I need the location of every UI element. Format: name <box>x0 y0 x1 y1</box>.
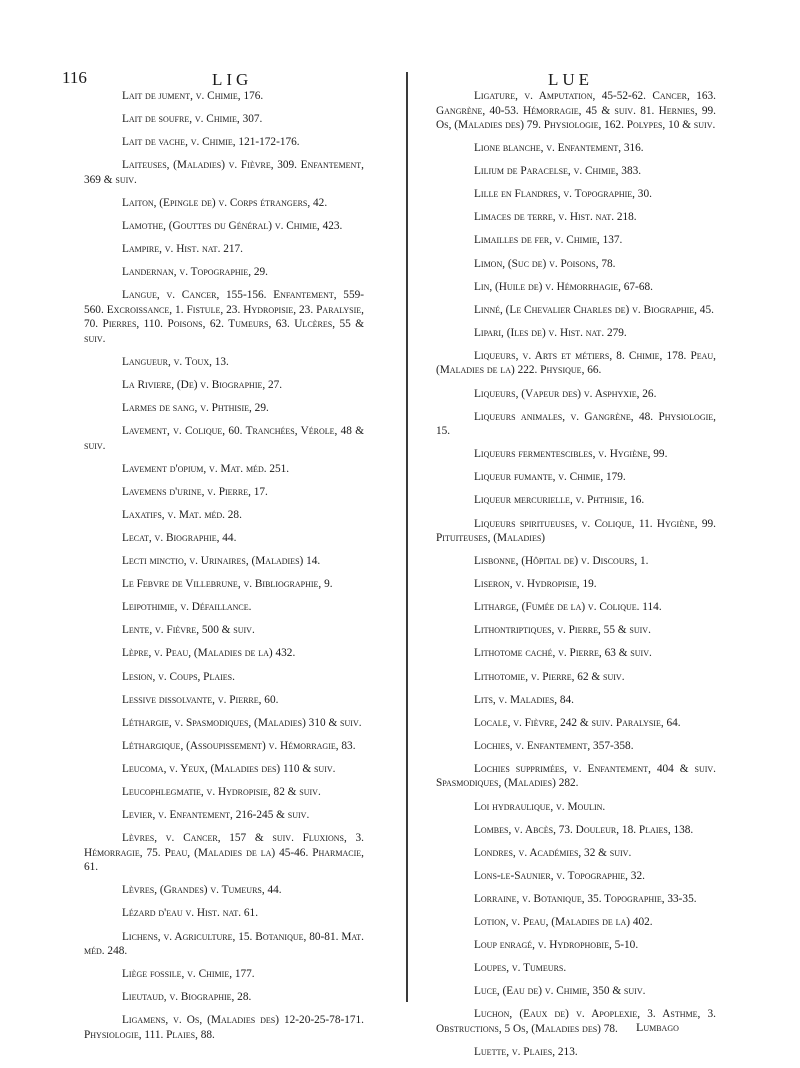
index-entry: Lieutaud, v. Biographie, 28. <box>122 991 252 1004</box>
index-entry: Lisbonne, (Hôpital de) v. Discours, 1. <box>474 555 649 568</box>
index-entry: Liqueurs animales, v. Gangrène, 48. Physiologie, 15. <box>436 410 716 438</box>
index-entry: Laiteuses, (Maladies) v. Fièvre, 309. Enfantement, 369 & suiv. <box>84 159 364 186</box>
index-entry: Locale, v. Fièvre, 242 & suiv. Paralysie, 64. <box>474 716 681 729</box>
index-entry: Langue, v. Cancer, 155-156. Enfantement, 559-560. Excroissance, 1. Fistule, 23. Hydropisie, 23. Paralysie, 70. Pierres, 110. Poisons, 62. Tumeurs, 63. Ulcères, 55 & suiv. <box>84 289 364 345</box>
index-entry: Lesion, v. Coups, Plaies. <box>122 670 235 683</box>
index-entry: Liseron, v. Hydropisie, 19. <box>474 578 597 591</box>
index-entry: Linné, (Le Chevalier Charles de) v. Biographie, 45. <box>474 303 714 316</box>
index-entry: Loi hydraulique, v. Moulin. <box>474 800 606 813</box>
index-entry: Lille en Flandres, v. Topographie, 30. <box>474 188 652 201</box>
index-entry: Lombes, v. Abcès, 73. Douleur, 18. Plaies, 138. <box>474 823 694 836</box>
index-entry: Laxatifs, v. Mat. méd. 28. <box>122 508 242 521</box>
index-entry: Larmes de sang, v. Phthisie, 29. <box>122 402 269 415</box>
index-entry: Loupes, v. Tumeurs. <box>474 962 567 975</box>
index-entry: Lèpre, v. Peau, (Maladies de la) 432. <box>122 647 296 660</box>
index-entry: Liqueurs, (Vapeur des) v. Asphyxie, 26. <box>474 387 657 400</box>
index-entry: Limaces de terre, v. Hist. nat. 218. <box>474 211 637 224</box>
index-entry: Lipari, (Iles de) v. Hist. nat. 279. <box>474 326 627 339</box>
index-entry: Le Febvre de Villebrune, v. Bibliographie, 9. <box>122 578 333 591</box>
running-head-left: LIG <box>212 70 253 89</box>
index-entry: Liqueurs fermentescibles, v. Hygiène, 99. <box>474 448 668 461</box>
index-entry: Liqueurs, v. Arts et métiers, 8. Chimie, 178. Peau, (Maladies de la) 222. Physique, 66. <box>436 349 716 377</box>
index-entry: Lavemens d'urine, v. Pierre, 17. <box>122 485 268 498</box>
index-entry: Limailles de fer, v. Chimie, 137. <box>474 234 623 247</box>
index-entry: Léthargie, v. Spasmodiques, (Maladies) 310 & suiv. <box>122 716 362 729</box>
index-entry: Lait de soufre, v. Chimie, 307. <box>122 113 263 126</box>
running-head-right: LUE <box>548 70 594 89</box>
index-entry: Levier, v. Enfantement, 216-245 & suiv. <box>122 809 310 822</box>
index-entry: Lavement d'opium, v. Mat. méd. 251. <box>122 462 290 475</box>
index-entry: Liqueur mercurielle, v. Phthisie, 16. <box>474 494 645 507</box>
index-entry: Lione blanche, v. Enfantement, 316. <box>474 142 644 155</box>
index-entry: Landernan, v. Topographie, 29. <box>122 266 268 279</box>
index-entry: Lente, v. Fièvre, 500 & suiv. <box>122 624 255 637</box>
index-entry: Ligature, v. Amputation, 45-52-62. Cancer, 163. Gangrène, 40-53. Hémorragie, 45 & suiv. 81. Hernies, 99. Os, (Maladies des) 79. Physiologie, 162. Polypes, 10 & suiv. <box>436 90 716 131</box>
index-entry: Lithotome caché, v. Pierre, 63 & suiv. <box>474 647 652 660</box>
index-entry: Lavement, v. Colique, 60. Tranchées, Vérole, 48 & suiv. <box>84 425 364 452</box>
index-entry: Lin, (Huile de) v. Hémorrhagie, 67-68. <box>474 280 653 293</box>
index-entry: Langueur, v. Toux, 13. <box>122 355 229 368</box>
index-entry: Luchon, (Eaux de) v. Apoplexie, 3. Asthme, 3. Obstructions, 5 Os, (Maladies des) 78. <box>436 1008 716 1035</box>
index-entry: Leucoma, v. Yeux, (Maladies des) 110 & suiv. <box>122 762 336 775</box>
index-entry: Lecat, v. Biographie, 44. <box>122 532 237 544</box>
index-entry: Loup enragé, v. Hydrophobie, 5-10. <box>474 939 639 952</box>
index-entry: Lochies, v. Enfantement, 357-358. <box>474 739 634 752</box>
index-entry: Leipothimie, v. Défaillance. <box>122 601 252 614</box>
index-entry: Lorraine, v. Botanique, 35. Topographie, 33-35. <box>474 892 697 905</box>
index-entry: Lilium de Paracelse, v. Chimie, 383. <box>474 165 642 178</box>
index-entry: Londres, v. Académies, 32 & suiv. <box>474 846 632 859</box>
index-entry: Lessive dissolvante, v. Pierre, 60. <box>122 693 279 706</box>
catchword: Lumbago <box>636 1020 679 1034</box>
index-entry: Litharge, (Fumée de la) v. Colique. 114. <box>474 601 662 614</box>
index-entry: La Riviere, (De) v. Biographie, 27. <box>122 378 283 391</box>
left-column <box>84 89 364 1051</box>
right-column <box>436 89 716 1068</box>
index-entry: Lits, v. Maladies, 84. <box>474 693 575 706</box>
index-entry: Ligamens, v. Os, (Maladies des) 12-20-25-78-171. Physiologie, 111. Plaies, 88. <box>84 1014 364 1041</box>
index-entry: Lézard d'eau v. Hist. nat. 61. <box>122 907 259 920</box>
index-entry: Lecti minctio, v. Urinaires, (Maladies) 14. <box>122 555 321 568</box>
index-entry: Lèvres, v. Cancer, 157 & suiv. Fluxions, 3. Hémorragie, 75. Peau, (Maladies de la) 45-46. Pharmacie, 61. <box>84 832 364 874</box>
index-entry: Lons-le-Saunier, v. Topographie, 32. <box>474 869 645 882</box>
index-entry: Luce, (Eau de) v. Chimie, 350 & suiv. <box>474 985 646 998</box>
index-entry: Lithotomie, v. Pierre, 62 & suiv. <box>474 670 625 683</box>
index-entry: Liège fossile, v. Chimie, 177. <box>122 968 255 981</box>
index-entry: Liqueurs spiritueuses, v. Colique, 11. Hygiène, 99. Pituiteuses, (Maladies) <box>436 517 716 544</box>
index-entry: Luette, v. Plaies, 213. <box>474 1045 578 1058</box>
index-entry: Lampire, v. Hist. nat. 217. <box>122 243 243 256</box>
page-number: 116 <box>62 68 87 87</box>
index-entry: Lochies supprimées, v. Enfantement, 404 & suiv. Spasmodiques, (Maladies) 282. <box>436 762 716 790</box>
index-entry: Léthargique, (Assoupissement) v. Hémorragie, 83. <box>122 739 356 752</box>
index-entry: Lotion, v. Peau, (Maladies de la) 402. <box>474 916 653 928</box>
index-entry: Liqueur fumante, v. Chimie, 179. <box>474 471 626 484</box>
column-divider <box>406 72 408 1002</box>
index-entry: Lait de jument, v. Chimie, 176. <box>122 90 264 102</box>
index-entry: Lithontriptiques, v. Pierre, 55 & suiv. <box>474 624 651 637</box>
index-entry: Lichens, v. Agriculture, 15. Botanique, 80-81. Mat. méd. 248. <box>84 930 364 957</box>
index-entry: Lait de vache, v. Chimie, 121-172-176. <box>122 136 300 149</box>
index-entry: Laiton, (Epingle de) v. Corps étrangers, 42. <box>122 196 328 209</box>
index-entry: Lèvres, (Grandes) v. Tumeurs, 44. <box>122 884 282 897</box>
index-entry: Leucophlegmatie, v. Hydropisie, 82 & suiv. <box>122 786 321 799</box>
index-entry: Limon, (Suc de) v. Poisons, 78. <box>474 257 616 270</box>
index-entry: Lamothe, (Gouttes du Général) v. Chimie, 423. <box>122 219 343 232</box>
